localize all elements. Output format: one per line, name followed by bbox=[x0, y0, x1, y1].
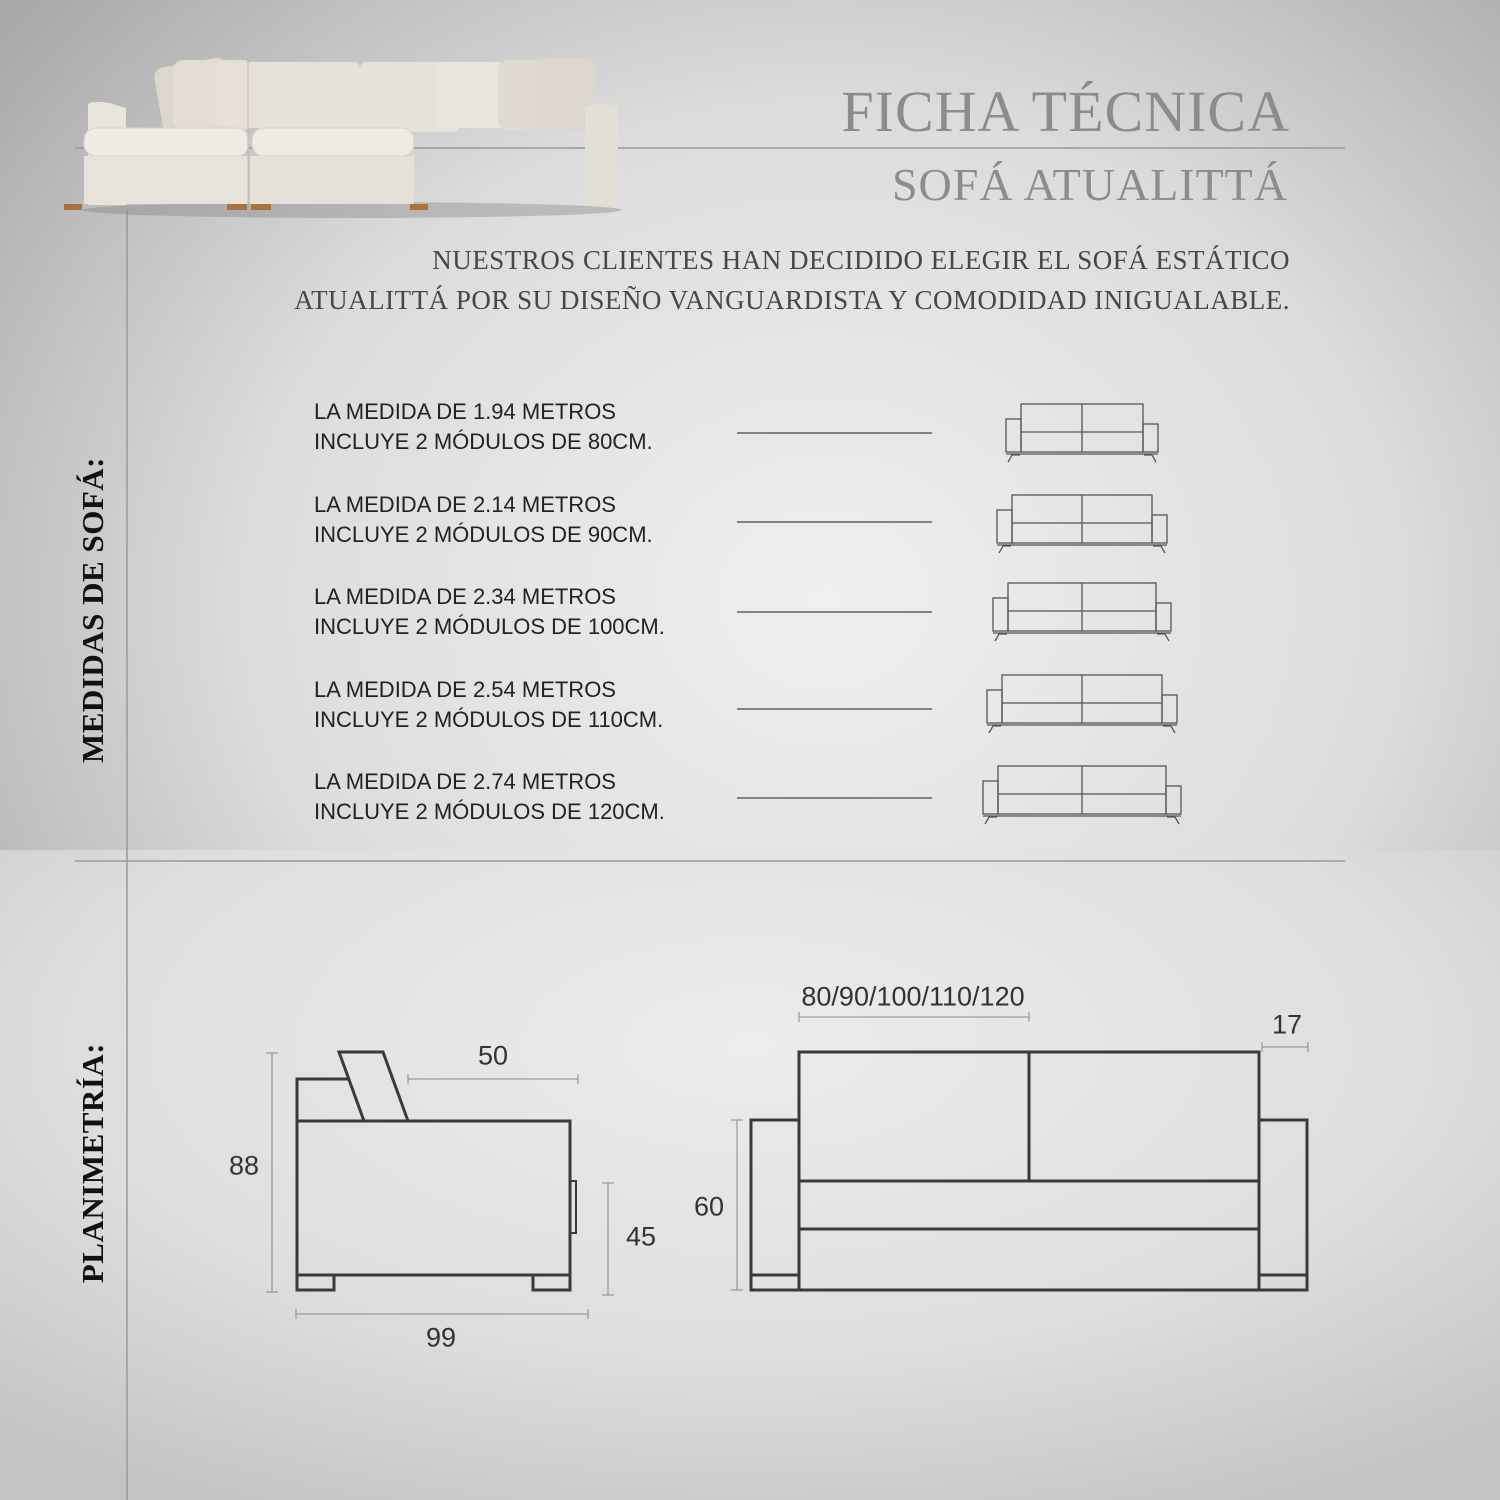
side-leg-back bbox=[533, 1275, 570, 1290]
size-option-measure: LA MEDIDA DE 2.34 METROS bbox=[314, 584, 616, 609]
size-option bbox=[314, 397, 653, 457]
sizes-section-label: MEDIDAS DE SOFÁ: bbox=[75, 457, 110, 763]
sofa-size-icon bbox=[987, 675, 1177, 733]
description-line: NUESTROS CLIENTES HAN DECIDIDO ELEGIR EL SOFÁ ESTÁTICO bbox=[432, 245, 1290, 275]
size-option bbox=[314, 490, 653, 550]
dim-arm-60: 60 bbox=[693, 1191, 725, 1222]
description bbox=[294, 240, 1290, 320]
size-option-modules: INCLUYE 2 MÓDULOS DE 100CM. bbox=[314, 614, 665, 639]
dim-height-88: 88 bbox=[228, 1150, 260, 1181]
description-line: ATUALITTÁ POR SU DISEÑO VANGUARDISTA Y COMODIDAD INIGUALABLE. bbox=[294, 285, 1290, 315]
side-back-pad bbox=[297, 1079, 349, 1121]
size-option bbox=[314, 582, 665, 642]
dim-seat-45: 45 bbox=[625, 1221, 657, 1252]
side-view-drawing bbox=[297, 1052, 576, 1290]
size-option-measure: LA MEDIDA DE 1.94 METROS bbox=[314, 399, 616, 424]
size-option-measure: LA MEDIDA DE 2.54 METROS bbox=[314, 677, 616, 702]
size-option bbox=[314, 767, 665, 827]
front-arm-right bbox=[1259, 1120, 1307, 1290]
front-arm-left bbox=[751, 1120, 799, 1290]
size-option-modules: INCLUYE 2 MÓDULOS DE 90CM. bbox=[314, 522, 653, 547]
dim-depth-99: 99 bbox=[425, 1322, 457, 1353]
size-option-modules: INCLUYE 2 MÓDULOS DE 120CM. bbox=[314, 799, 665, 824]
sofa-size-icon bbox=[983, 766, 1181, 824]
size-option-modules: INCLUYE 2 MÓDULOS DE 80CM. bbox=[314, 429, 653, 454]
size-option-measure: LA MEDIDA DE 2.14 METROS bbox=[314, 492, 616, 517]
side-back-cushion bbox=[339, 1052, 408, 1121]
front-dimension-lines bbox=[731, 1009, 1308, 1290]
dim-arm-17: 17 bbox=[1271, 1009, 1303, 1040]
sofa-size-icon bbox=[1006, 404, 1158, 462]
side-dimension-lines bbox=[266, 1053, 614, 1319]
size-option bbox=[314, 675, 663, 735]
sofa-size-icon bbox=[993, 583, 1171, 641]
size-option-modules: INCLUYE 2 MÓDULOS DE 110CM. bbox=[314, 707, 664, 732]
sofa-size-icon bbox=[997, 495, 1167, 553]
side-knob bbox=[570, 1181, 576, 1233]
size-option-measure: LA MEDIDA DE 2.74 METROS bbox=[314, 769, 616, 794]
side-leg-front bbox=[297, 1275, 334, 1290]
plan-section-label: PLANIMETRÍA: bbox=[75, 1042, 110, 1284]
page-title: FICHA TÉCNICA bbox=[841, 79, 1290, 144]
sofa-photo bbox=[64, 56, 622, 218]
dim-module-width: 80/90/100/110/120 bbox=[801, 981, 1025, 1012]
dim-back-50: 50 bbox=[477, 1040, 509, 1071]
product-name: SOFÁ ATUALITTÁ bbox=[891, 159, 1288, 210]
side-body bbox=[297, 1121, 570, 1275]
sofa-size-icons bbox=[983, 404, 1181, 824]
leader-lines bbox=[737, 433, 932, 798]
front-view-drawing bbox=[751, 1052, 1307, 1290]
